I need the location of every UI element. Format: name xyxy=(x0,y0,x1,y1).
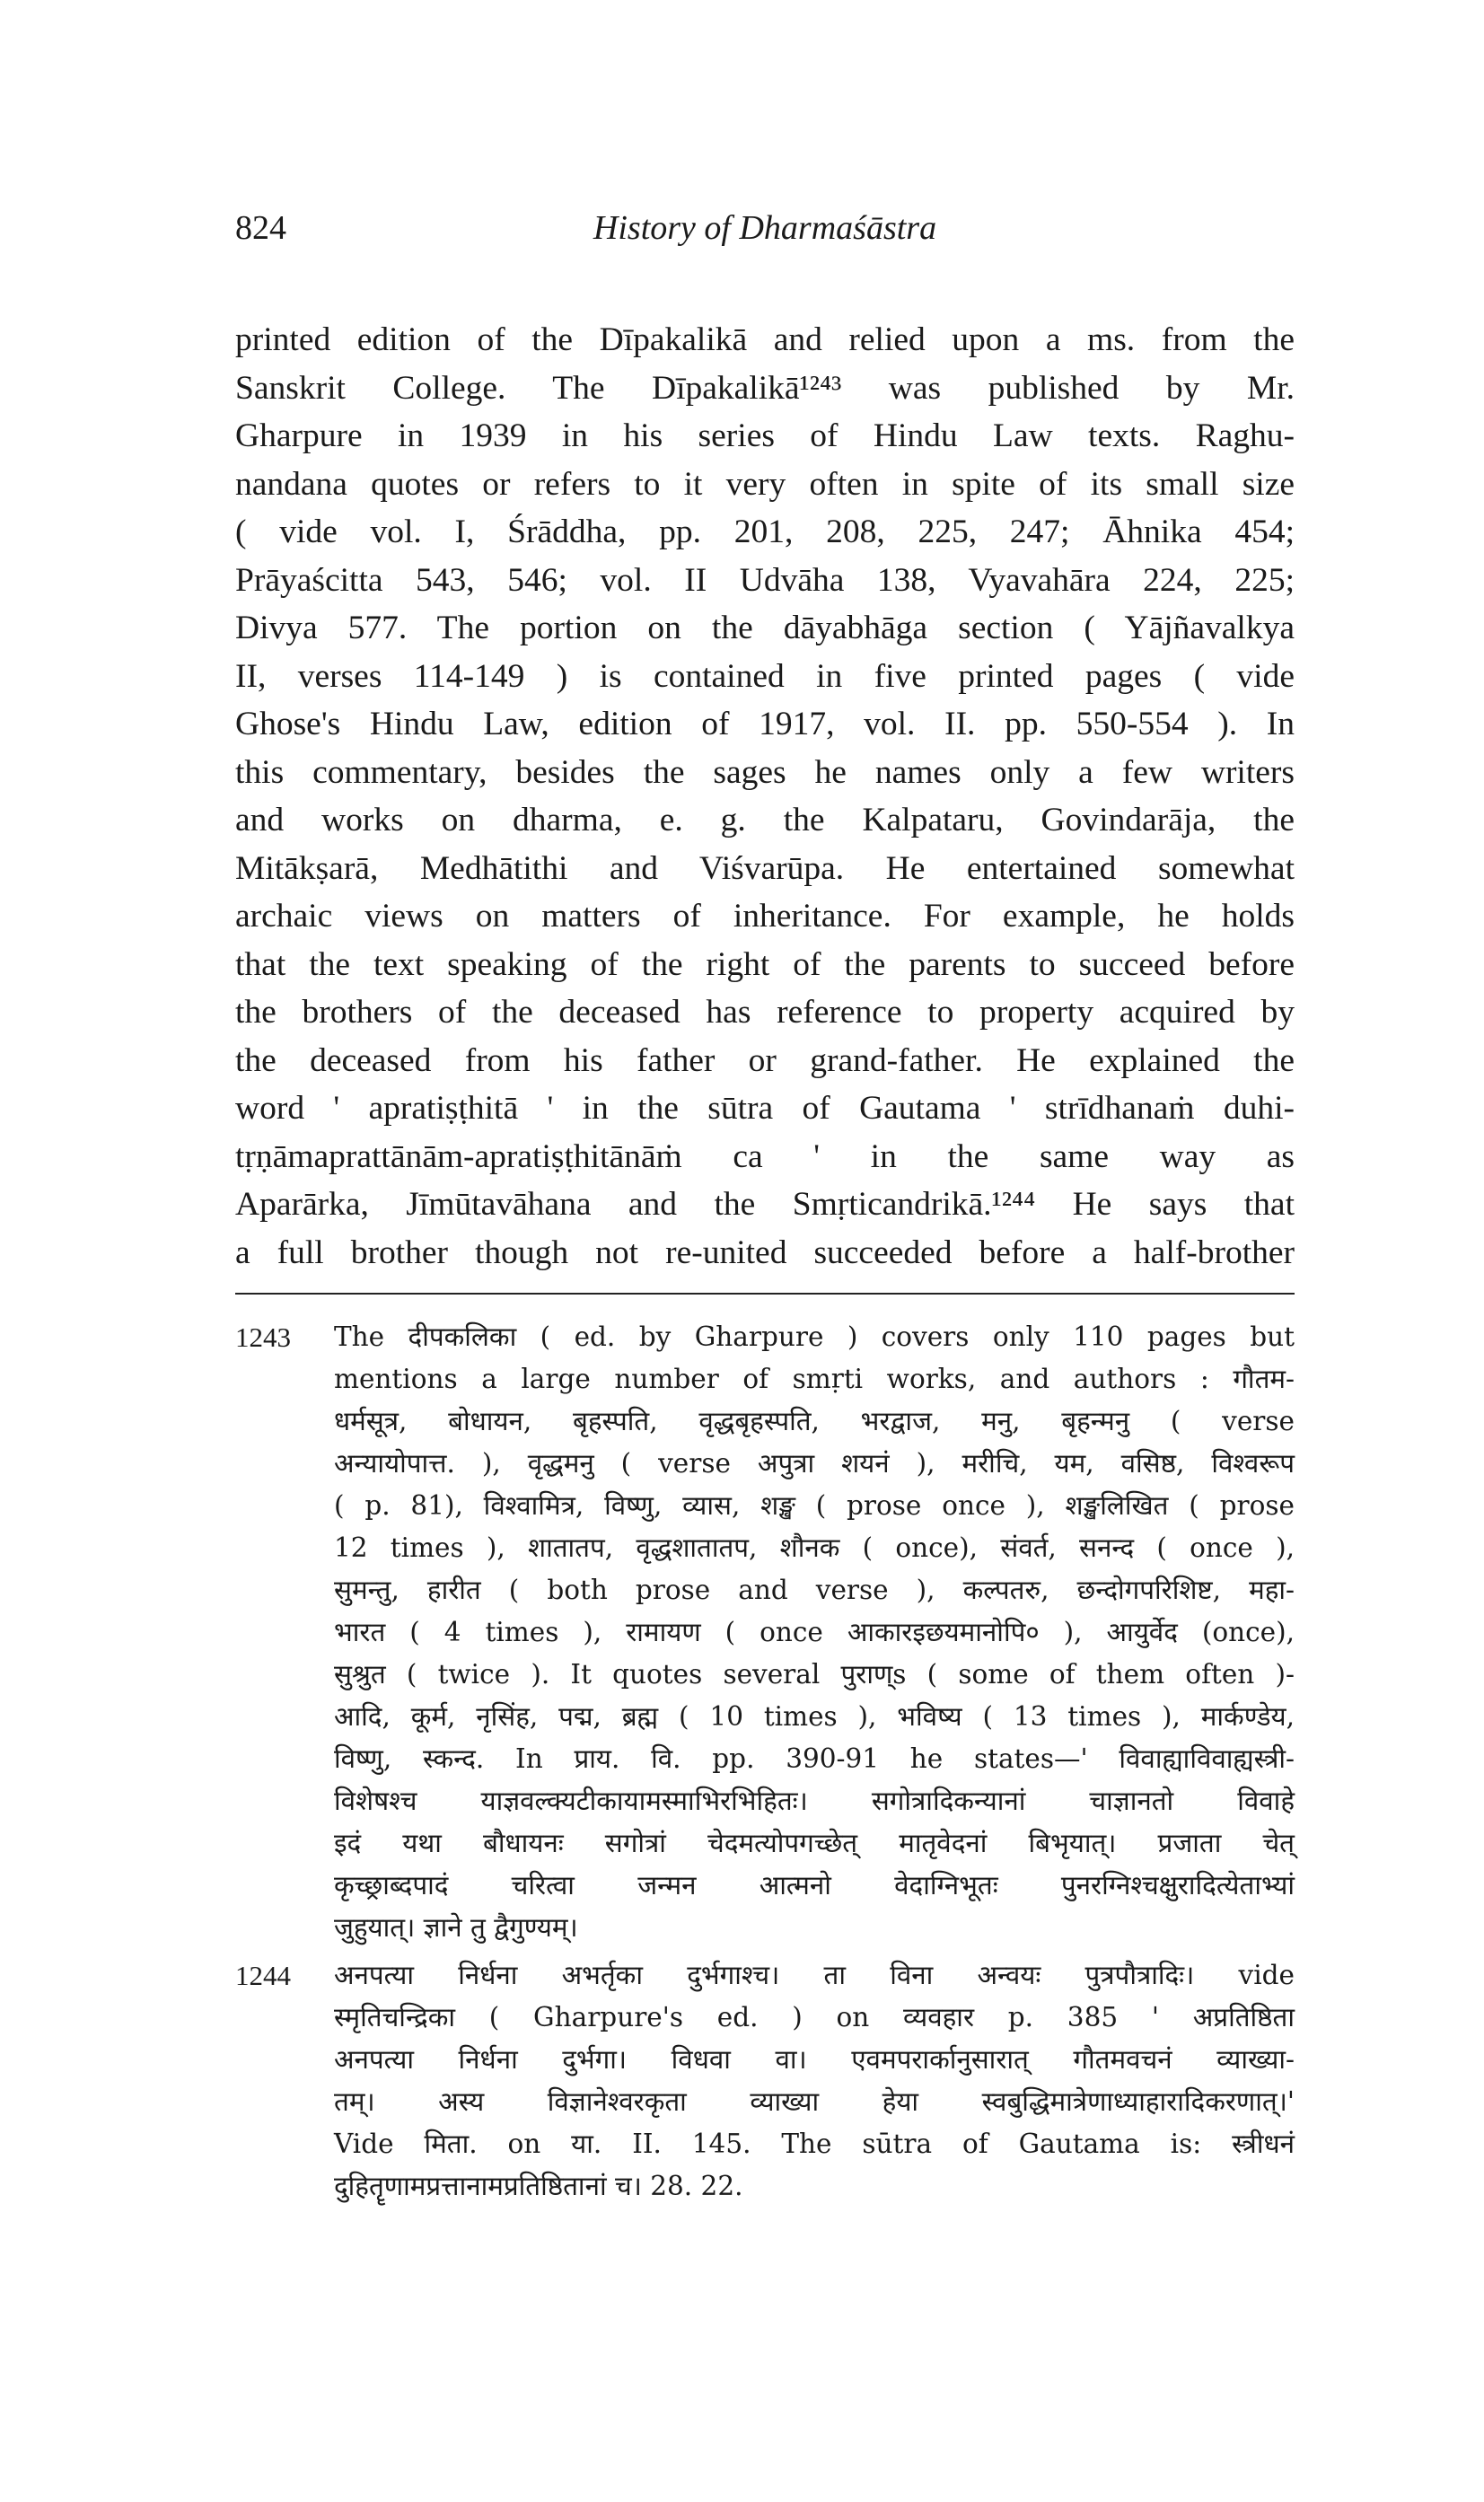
footnote-line: जुहुयात्। ज्ञाने तु द्वैगुण्यम्। xyxy=(334,1912,578,1943)
text-line: Sanskrit College. The Dīpakalikā¹²⁴³ was published by Mr. xyxy=(235,369,1295,407)
text-line: ( vide vol. I, Śrāddha, pp. 201, 208, 225, 247; Āhnika 454; xyxy=(235,514,1295,550)
text-line: II, verses 114-149 ) is contained in five printed pages ( vide xyxy=(235,657,1295,695)
text-line: Gharpure in 1939 in his series of Hindu Law texts. Raghu- xyxy=(235,417,1295,454)
text-line: Ghose's Hindu Law, edition of 1917, vol. II. pp. 550-554 ). In xyxy=(235,706,1295,742)
footnote-line: सुश्रुत ( twice ). It quotes several पुराण्s ( some of them often )- xyxy=(334,1659,1295,1690)
footnote-line: तम्। अस्य विज्ञानेश्वरकृता व्याख्या हेया स्वबुद्धिमात्रेणाध्याहारादिकरणात्।' xyxy=(334,2086,1295,2117)
text-line: the brothers of the deceased has reference to property acquired by xyxy=(235,994,1295,1031)
footnote-text xyxy=(334,1954,1295,2208)
footnote-line: धर्मसूत्र, बोधायन, बृहस्पति, वृद्धबृहस्पति, भरद्वाज, मनु, बृहन्मनु ( verse xyxy=(334,1406,1295,1436)
footnote-line: भारत ( 4 times ), रामायण ( once आकारइछयमानोपि० ), आयुर्वेद (once), xyxy=(334,1617,1295,1647)
text-line: nandana quotes or refers to it very often in spite of its small size xyxy=(235,465,1295,503)
footnote-divider xyxy=(235,1293,1295,1295)
footnote-line: ( p. 81), विश्वामित्र, विष्णु, व्यास, शङ्ख ( prose once ), शङ्खलिखित ( prose xyxy=(334,1490,1295,1521)
footnote-line: mentions a large number of smṛti works, and authors : गौतम- xyxy=(334,1364,1295,1394)
text-line: Mitākṣarā, Medhātithi and Viśvarūpa. He entertained somewhat xyxy=(235,849,1295,887)
page-header xyxy=(235,208,1295,271)
text-line: a full brother though not re-united succeeded before a half-brother xyxy=(235,1233,1295,1271)
text-line: word ' apratiṣṭhitā ' in the sūtra of Gautama ' strīdhanaṁ duhi- xyxy=(235,1090,1295,1127)
text-line: Aparārka, Jīmūtavāhana and the Smṛticandrikā.¹²⁴⁴ He says that xyxy=(235,1186,1295,1223)
text-line: that the text speaking of the right of the parents to succeed before xyxy=(235,945,1295,983)
footnote-number: 1244 xyxy=(235,1960,291,1991)
footnote-line: अनपत्या निर्धना दुर्भगा। विधवा वा। एवमपरार्कानुसारात् गौतमवचनं व्याख्या- xyxy=(334,2044,1295,2075)
footnote-1243 xyxy=(235,1316,1295,1949)
footnote-line: कृच्छ्राब्दपादं चरित्वा जन्मन आत्मनो वेदाग्निभूतः पुनरग्निश्चक्षुरादित्येताभ्यां xyxy=(334,1870,1295,1901)
running-title: History of Dharmaśāstra xyxy=(593,209,937,247)
footnote-line: स्मृतिचन्द्रिका ( Gharpure's ed. ) on व्यवहार p. 385 ' अप्रतिष्ठिता xyxy=(334,2002,1295,2032)
footnote-line: विष्णु, स्कन्द. In प्राय. वि. pp. 390-91 he states—' विवाह्याविवाह्यस्त्री- xyxy=(334,1743,1295,1774)
text-line: tṛṇāmaprattānām-apratiṣṭhitānāṁ ca ' in the same way as xyxy=(235,1137,1295,1175)
text-line: archaic views on matters of inheritance. For example, he holds xyxy=(235,898,1295,935)
text-line: Prāyaścitta 543, 546; vol. II Udvāha 138, Vyavahāra 224, 225; xyxy=(235,561,1295,599)
footnote-line: The दीपकलिका ( ed. by Gharpure ) covers only 110 pages but xyxy=(334,1321,1295,1352)
footnote-line: Vide मिता. on या. II. 145. The sūtra of Gautama is: स्त्रीधनं xyxy=(334,2129,1295,2159)
footnote-line: सुमन्तु, हारीत ( both prose and verse ), कल्पतरु, छन्दोगपरिशिष्ट, महा- xyxy=(334,1575,1295,1605)
main-text xyxy=(235,316,1295,1277)
footnote-1244 xyxy=(235,1954,1295,2208)
text-line: Divya 577. The portion on the dāyabhāga section ( Yājñavalkya xyxy=(235,610,1295,646)
text-line: printed edition of the Dīpakalikā and relied upon a ms. from the xyxy=(235,321,1295,358)
footnote-line: दुहितॄणामप्रत्तानामप्रतिष्ठितानां च। 28. 22. xyxy=(334,2171,743,2201)
footnote-line: 12 times ), शातातप, वृद्धशातातप, शौनक ( once), संवर्त, सनन्द ( once ), xyxy=(334,1532,1295,1563)
footnote-number: 1243 xyxy=(235,1321,291,1353)
text-line: this commentary, besides the sages he names only a few writers xyxy=(235,753,1295,791)
text-line: the deceased from his father or grand-father. He explained the xyxy=(235,1041,1295,1079)
page-number: 824 xyxy=(235,209,286,247)
footnote-line: अन्यायोपात्त. ), वृद्धमनु ( verse अपुत्रा शयनं ), मरीचि, यम, वसिष्ठ, विश्वरूप xyxy=(334,1448,1295,1479)
footnote-line: अनपत्या निर्धना अभर्तृका दुर्भगाश्च। ता विना अन्वयः पुत्रपौत्रादिः। vide xyxy=(334,1960,1295,1990)
footnote-line: आदि, कूर्म, नृसिंह, पद्म, ब्रह्म ( 10 times ), भविष्य ( 13 times ), मार्कण्डेय, xyxy=(334,1701,1295,1732)
footnote-line: इदं यथा बौधायनः सगोत्रां चेदमत्योपगच्छेत् मातृवेदनां बिभृयात्। प्रजाता चेत् xyxy=(334,1828,1295,1858)
footnotes xyxy=(235,1316,1295,2208)
footnote-line: विशेषश्च याज्ञवल्क्यटीकायामस्माभिरभिहितः। सगोत्रादिकन्यानां चाज्ञानतो विवाहे xyxy=(334,1786,1295,1816)
book-page xyxy=(235,208,1295,2213)
footnote-text xyxy=(334,1316,1295,1949)
text-line: and works on dharma, e. g. the Kalpataru, Govindarāja, the xyxy=(235,802,1295,838)
